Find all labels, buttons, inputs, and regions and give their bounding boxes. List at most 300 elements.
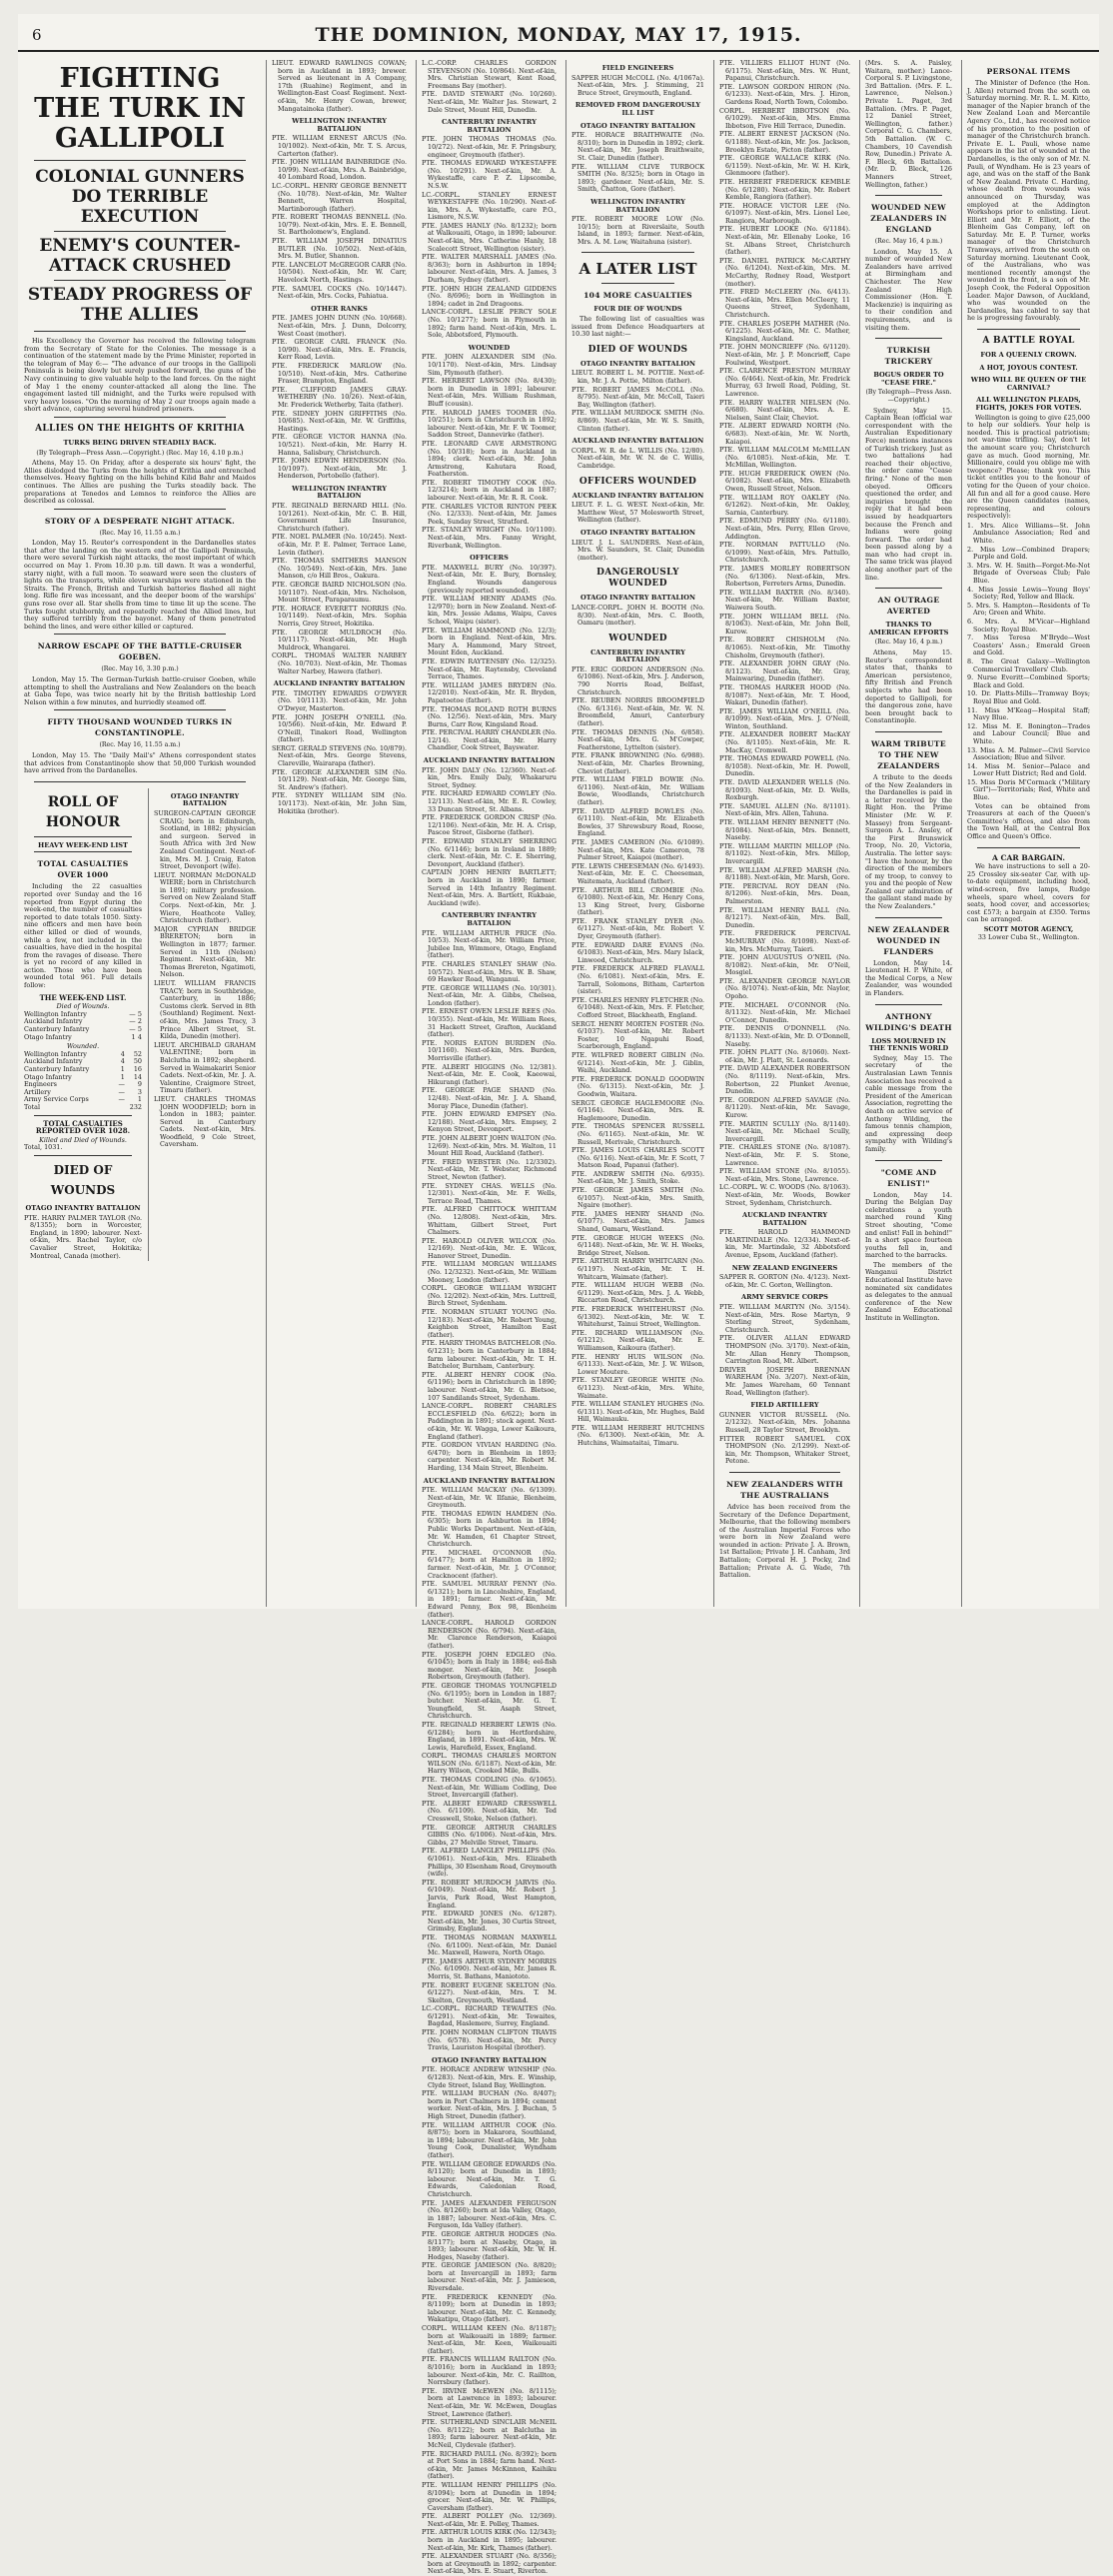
- car-ad-text: We have instructions to sell a 20-25 Crossley six-seater Car, with up-to-date equipment, including hood, wind-screen, five lamps, Rudge wheels, spare wheel, covers for seats, hood cover, and accessories; cost £573; a bargain at £350. Terms can be arranged.: [967, 862, 1090, 924]
- casualty-entry: PTE. REGINALD HERBERT LEWIS (No. 6/1284); born in Hertfordshire, England, in 1891. Next-of-kin, Mrs. W. Lewis, Harefield, Essex, England.: [422, 1720, 556, 1752]
- grand-total-sub: Killed and Died of Wounds.: [39, 1135, 127, 1144]
- casualty-entry: PTE. FREDERICK MARLOW (No. 10/510). Next-of-kin, Mrs. Catherine Fraser, Brampton, England.: [272, 361, 407, 386]
- casualty-entry: PTE. WILLIAM ARTHUR PRICE (No. 10/53). Next-of-kin, Mr. William Price, Jubilee Inn, Wimmore, Otago, England (father).: [422, 928, 556, 960]
- casualty-entry: PTE. SUTHERLAND SINCLAIR McNEIL (No. 8/1122); born at Balclutha in 1893; farm labourer. Next-of-kin, Mr. McNeil, Clydevale (father).: [422, 2418, 556, 2449]
- casualty-entry: PTE. ALEXANDER ROBERT MacKAY (No. 8/1105). Next-of-kin, Mr. R. MacKay, Cromwell.: [719, 730, 850, 754]
- lead-paragraph: His Excellency the Governor has received the following telegram from the Secretary of State for the Colonies. The message is a continuation of the statement made by the Prime Minister, reported in the telegram of May 6:— "The advance of our troops in the Gallipoli Peninsula is being slowly but surely pushed forward, the guns of the Navy continuing to give valuable help to the land forces. On the night of May 1 the enemy counter-attacked all along the line. The engagement lasted till midnight, and the Turks were repulsed with very heavy losses. "On the morning of May 2 our troops again made a short advance, capturing several hundred prisoners.: [24, 337, 256, 414]
- dateline: (Rec. May 16, 4 p.m.): [874, 639, 943, 646]
- casualty-entry: PTE. WILLIAM JOSEPH DINATIUS BUTLER (No. 10/502). Next-of-kin, Mrs. M. Butler, Shannon.: [272, 237, 407, 261]
- casualty-entry: PTE. LANCELOT McGREGOR CARR (No. 10/504). Next-of-kin, Mr. W. Carr, Havelock North, Hastings.: [272, 260, 407, 285]
- casualty-entry: PTE. JOHN EDWIN HENDERSON (No. 10/1097). Next-of-kin, Mr. J. Henderson, Portobello (father).: [272, 457, 407, 481]
- casualty-entry: PTE. FRED WEBSTER (No. 12/3302). Next-of-kin, Mr. T. Webster, Richmond Street, Newton (father).: [422, 1157, 556, 1181]
- table-unit-cell: Canterbury Infantry: [24, 1025, 90, 1034]
- casualty-entry: PTE. HERBERT FREDERICK KEMBLE (No. 6/1280). Next-of-kin, Mr. Robert Kemble, Rangiora (father).: [719, 177, 850, 202]
- casualty-entry: PTE. SAMUEL ALLEN (No. 8/1101). Next-of-kin, Mrs. Allen, Tahuna.: [719, 801, 850, 818]
- casualty-entry: PTE. WILLIAM MARTIN MILLOP (No. 8/1102). Next-of-kin, Mrs. Millop, Invercargill.: [719, 841, 850, 865]
- casualty-entry: PTE. JOHN ALEXANDER SIM (No. 10/1170). Next-of-kin, Mrs. Lindsay Sim, Plymouth (father).: [422, 353, 556, 377]
- casualty-entry: PTE. THOMAS EDWARD WYKESTAFFE (No. 10/291). Next-of-kin, Mr. A. Wykestaffe, care P. Z. Lipscombe, N.S.W.: [422, 159, 556, 190]
- casualty-entry: PTE. ALBERT HENRY COOK (No. 6/1196); born in Christchurch in 1890; labourer. Next-of-kin, Mr. G. Bletsoe, 107 Sandilands Street, Sydenham.: [422, 1370, 556, 1402]
- casualty-entry: PTE. ROBERT EUGENE SKELTON (No. 6/1227). Next-of-kin, Mrs. T. M. Skelton, Greymouth, Westland.: [422, 1980, 556, 2004]
- casualty-entry: PTE. VILLIERS ELLIOT HUNT (No. 6/1175). Next-of-kin, Mrs. W. Hunt, Papanui, Christchurch.: [719, 59, 850, 83]
- casualty-entry: LC.-CORPL. HENRY GEORGE BENNETT (No. 10/78). Next-of-kin, Mr. Walter Bennett, Warren Hospital, Martinborough (father).: [272, 181, 407, 213]
- headline-deck-1: COLONIAL GUNNERS DO TERRIBLE EXECUTION: [35, 167, 245, 227]
- casualty-entry: PTE. WILLIAM HENRY BALL (No. 8/1217). Next-of-kin, Mrs. Ball, Dunedin.: [719, 905, 850, 929]
- car-ad-firm: SCOTT MOTOR AGENCY,: [983, 924, 1074, 933]
- battle-royal-sub: FOR A QUEENLY CROWN.: [980, 351, 1077, 359]
- casualty-entry: PTE. HAROLD OLIVER WILCOX (No. 12/169). Next-of-kin, Mr. E. Wilcox, Hanover Street, Dunedin.: [422, 1236, 556, 1260]
- casualty-entry: PTE. WILLIAM HERBERT HUTCHINS (No. 6/1300). Next-of-kin, Mr. A. Hutchins, Waimataitai, Timaru.: [571, 1423, 704, 1448]
- roll-of-honour-title: ROLL OF HONOUR: [45, 793, 121, 830]
- table-officers-cell: 1: [120, 1065, 125, 1073]
- casualty-entry: PTE. THOMAS DENNIS (No. 6/858). Next-of-kin, Mrs. G. M'Cowper, Featherstone, Lyttelton (sister).: [571, 727, 704, 751]
- casualty-entry: PTE. HENRY HUIS WILSON (No. 6/1133). Next-of-kin, Mr. J. W. Wilson, Lower Moutere.: [571, 1352, 704, 1376]
- casualty-entry: PTE. STANLEY GEORGE WHITE (No. 6/1123). Next-of-kin, Mrs. White, Waimate.: [571, 1376, 704, 1400]
- casualty-entry: PTE. LAWSON GORDON HIRON (No. 6/1233). Next-of-kin, Mrs. J. Hiron, Gardens Road, North Town, Colombo.: [719, 82, 850, 106]
- casualty-entry: PTE. GEORGE WILLIAMS (No. 10/301). Next-of-kin, Mr. A. Gibbs, Chelsea, London (father).: [422, 983, 556, 1007]
- casualty-entry: PTE. WILLIAM HENRY ADAMS (No. 12/970); born in New Zealand. Next-of-kin, Mrs. Jessie Adams, Waipu, Caves School, Waipu (sister).: [422, 595, 556, 626]
- casualty-entry: PTE. THOMAS ROLAND ROTH BURNS (No. 12/56). Next-of-kin, Mrs. Mary Burns, Carr Row, Kingsland Road.: [422, 704, 556, 728]
- queen-candidate: 10. Dr. Platts-Mills—Tramway Boys; Royal Blue and Gold.: [967, 689, 1090, 705]
- casualty-entry: PTE. WILLIAM HENRY BENNETT (No. 8/1084). Next-of-kin, Mrs. Bennett, Naseby.: [719, 818, 850, 842]
- unit-heading: OTAGO INFANTRY BATTALION: [170, 791, 240, 808]
- newspaper-title: THE DOMINION, MONDAY, MAY 17, 1915.: [315, 24, 802, 46]
- wounded-in-england-title: WOUNDED NEW ZEALANDERS IN ENGLAND: [870, 203, 947, 235]
- roll-subhead: HEAVY WEEK-END LIST: [38, 840, 128, 849]
- casualty-entry: CAPTAIN JOHN HENRY BARTLETT; born in Auckland in 1890; farmer. Served in 14th Infantry Regiment. Next-of-kin, Mrs. A. Bartlett, Rukbaie, Auckland (wife).: [422, 868, 556, 907]
- later-list-sub2: FOUR DIE OF WOUNDS: [593, 305, 682, 314]
- queen-candidate: 8. The Great Galaxy—Wellington Commercial Travellers' Club.: [967, 656, 1090, 673]
- casualty-entry: PTE. HARRY THOMAS BATCHELOR (No. 6/1231); born in Canterbury in 1884; farm labourer. Next-of-kin, Mr. T. H. Batchelor, Burnham, Canterbury.: [422, 1339, 556, 1371]
- unit-heading: OTAGO INFANTRY BATTALION: [25, 1203, 141, 1212]
- casualty-entry: PTE. HUBERT LOOKE (No. 6/1184). Next-of-kin, Mr. Ellenaby Looke, 16 St. Albans Street, Christchurch (father).: [719, 225, 850, 257]
- casualty-entry: PTE. WILFRED ROBERT GIBLIN (No. 6/1214). Next-of-kin, Mr. J. Giblin, Waihi, Auckland.: [571, 1050, 704, 1075]
- casualty-entry: LIEUT. WILLIAM FRANCIS TRACY; born in Southbridge, Canterbury, in 1886; Customs clerk. Served in 8th (Southland) Regiment. Next-of-kin, Mrs. James Tracy, 3 Prince Albert Street, St. Kilda, Dunedin (mother).: [154, 979, 256, 1041]
- casualty-entry: LANCE-CORPL. LESLIE PERCY SOLE (No. 10/1277); born in Plymouth in 1892; farm hand. Next-of-kin, Mrs. L. Sole, Abbotsford, Plymouth.: [422, 308, 556, 340]
- queen-candidate: 2. Miss Low—Combined Drapers; Purple and Gold.: [967, 545, 1090, 562]
- casualty-entry: PTE. GEORGE ARTHUR HODGES (No. 8/1177); born at Naseby, Otago, in 1893; labourer. Next-of-kin, Mr. W. H. Hodges, Naseby (father).: [422, 2229, 556, 2261]
- casualty-entry: L.C.-CORP. CHARLES GORDON STEVENSON (No. 10/864). Next-of-kin, Mrs. Christian Stewart, Kent Road, Freemans Bay (mother).: [422, 59, 556, 90]
- casualty-entry: PTE. OLIVER ALLAN EDWARD THOMPSON (No. 3/170). Next-of-kin, Mr. Allan Henry Thompson, Carrington Road, Mt. Albert.: [719, 1334, 850, 1366]
- column-news-briefs: [859, 60, 957, 1607]
- casualty-entry: PTE. NORMAN STUART YOUNG (No. 12/183). Next-of-kin, Mr. Robert Young, Keighbon Street, Hamilton East (father).: [422, 1308, 556, 1339]
- table-unit-cell: Auckland Infantry: [24, 1017, 83, 1026]
- casualty-entry: PTE. WILLIAM JAMES BRYDEN (No. 12/2010). Next-of-kin, Mr. R. Bryden, Papatoetoe (father).: [422, 680, 556, 704]
- died-table: [24, 1011, 142, 1041]
- unit-heading: AUCKLAND INFANTRY BATTALION: [273, 679, 406, 688]
- queen-candidate: 5. Mrs. S. Hampton—Residents of Te Aro; Green and White.: [967, 601, 1090, 618]
- casualty-entry: SAPPER R. GORTON (No. 4/123). Next-of-kin, Mr. C. Gorton, Wellington.: [719, 1273, 850, 1289]
- casualty-entry: PTE. ROBERT MOORE LOW (No. 10/15); born at Riverslaite, South Island, in 1893; farmer. Next-of-kin, Mrs. A. M. Low, Waitahuna (sister).: [571, 215, 704, 246]
- queen-candidate: 12. Miss M. E. Bonington—Trades and Labour Council; Blue and White.: [967, 721, 1090, 745]
- casualty-entry: GUNNER VICTOR RUSSELL (No. 2/1232). Next-of-kin, Mrs. Johanna Russell, 28 Taylor Street, Brooklyn.: [719, 1410, 850, 1434]
- casualty-entry: PTE. GEORGE THOMAS YOUNGFIELD (No. 6/1195); born in London in 1887; butcher. Next-of-kin, Mr. G. T. Youngfield, St. Asaph Street, Christchurch.: [422, 1681, 556, 1721]
- dateline: (Rec. May 16, 3.30 p.m.): [101, 665, 179, 673]
- casualty-entry: PTE. WILLIAM STANLEY HUGHES (No. 6/1311). Next-of-kin, Mr. Hughes, Bald Hill, Waimauku.: [571, 1400, 704, 1424]
- dateline: (Rec. May 16, 4 p.m.): [874, 238, 943, 246]
- casualty-entry: CORPL. THOMAS WALTER NARBEY (No. 10/703). Next-of-kin, Mr. Thomas Walter Narbey, Hawera (father).: [272, 651, 407, 675]
- roll-continuation: [148, 788, 256, 1261]
- headline-deck-2: ENEMY'S COUNTER-ATTACK CRUSHED: [39, 236, 241, 276]
- subhead-krithia: ALLIES ON THE HEIGHTS OF KRITHIA: [35, 423, 245, 434]
- casualty-entry: PTE. DENNIS O'DONNELL (No. 8/1133). Next-of-kin, Mr. D. O'Donnell, Naseby.: [719, 1024, 850, 1048]
- casualty-table-row: [24, 1096, 142, 1104]
- casualty-entry: LIEUT. J. L. SAUNDERS. Next-of-kin, Mrs. W. Saunders, St. Clair, Dunedin (mother).: [571, 538, 704, 562]
- casualty-entry: PTE. RICHARD WILLIAMSON (No. 6/1212). Next-of-kin, Mr. E. Williamson, Kaikoura (father).: [571, 1328, 704, 1352]
- dateline: (Rec. May 16, 11.55 a.m.): [99, 741, 181, 749]
- table-officers-cell: —: [118, 1095, 125, 1104]
- table-unit-cell: Auckland Infantry: [24, 1057, 83, 1066]
- dateline: (Rec. May 16, 11.55 a.m.): [99, 529, 181, 537]
- outrage-averted-title: AN OUTRAGE AVERTED: [877, 596, 940, 617]
- casualty-entry: PTE. JAMES MORLEY ROBERTSON (No. 6/1306). Next-of-kin, Mrs. Robertson, Ferreters Arms, Dunedin.: [719, 565, 850, 589]
- casualty-entry: PTE. GEORGE JAMES SMITH (No. 6/1057). Next-of-kin, Mrs. Smith, Ngaire (mother).: [571, 1186, 704, 1210]
- casualty-entry: PTE. CHARLES HENRY FLETCHER (No. 6/1048). Next-of-kin, Mrs. F. Fletcher, Cofford Street, Blackheath, England.: [571, 995, 704, 1019]
- queen-candidate: 6. Mrs. A. M'Vicar—Highland Society; Royal Blue.: [967, 618, 1090, 634]
- unit-heading: AUCKLAND INFANTRY BATTALION: [571, 491, 704, 500]
- car-ad-address: 33 Lower Cuba St., Wellington.: [977, 932, 1080, 941]
- casualty-entry: PTE. WALTER MARSHALL JAMES (No. 8/363); born in Ashburton in 1894; labourer. Next-of-kin, Mrs. A. James, 3 Durham, Sydney (father).: [422, 253, 556, 285]
- casualty-entry: PTE. FREDERICK KENNEDY (No. 8/1109); born at Dunedin in 1893; labourer. Next-of-kin, Mr. C. Kennedy, Wakatipu, Otago (father).: [422, 2292, 556, 2324]
- unit-heading: OFFICERS: [470, 554, 509, 563]
- unit-heading: OTAGO INFANTRY BATTALION: [580, 528, 695, 537]
- article-paragraph: Athens, May 15. On Friday, after a desperate six hours' fight, the Allies dislodged the Turks from the heights of Krithia and entrenched themselves. Heavy fighting on the hills behind Kilid Bahr and Maidos continues. The Allies are pushing the Turks steadily back. The preparations at Tenedos and Lemnos to reinforce the Allies are described as colossal.: [24, 459, 256, 506]
- unit-heading: OTHER RANKS: [311, 304, 368, 313]
- casualty-entry: PTE. ROBERT TIMOTHY COOK (No. 12/3214); born in Auckland in 1887; labourer. Next-of-kin, Mr. R. R. Cook.: [422, 478, 556, 503]
- dangerously-wounded-heading: DANGEROUSLY WOUNDED: [596, 568, 679, 590]
- table-men-cell: 5: [137, 1025, 142, 1034]
- casualty-entry: PTE. JAMES ARTHUR SYDNEY MORRIS (No. 6/1090). Next-of-kin, Mr. James R. Morris, St. Bathans, Maniototo.: [422, 1956, 556, 1980]
- casualty-entry: PTE. EDMUND PERRY (No. 6/1180). Next-of-kin, Mrs. Perry, Ellen Grove, Addington.: [719, 517, 850, 541]
- article-paragraph: London, May 15. Reuter's correspondent in the Dardanelles states that after the landing on the western end of the Gallipoli Peninsula, there were several Turkish night attacks, the most important of which occurred on May 1. From 10.30 p.m. till dawn. It was a wonderful, starry night, with a full moon. To seaward were seen the clusters of lights on the transports, while eleven warships were stationed in the Straits. The French, British and Turkish batteries flashed all night long. Rifle fire was incessant, and the deeper boom of the warships' guns rose over all. Star shells from time to time lit up the scene. The Turks fought stubbornly, and repeatedly reached the Allied lines, but they suffered terribly from the bayonet. Many of them penetrated behind the lines, and were either killed or captured.: [24, 539, 256, 631]
- casualty-entry: PTE. MICHAEL O'CONNOR (No. 8/1132). Next-of-kin, Mr. Michael O'Connor, Dunedin.: [719, 1000, 850, 1024]
- table-officers-cell: —: [129, 1017, 136, 1026]
- subhead-wounded-turks: FIFTY THOUSAND WOUNDED TURKS IN CONSTANTINOPLE.: [47, 717, 233, 738]
- casualty-entry: CORPL. HERBERT IBBOTSON (No. 6/1029). Next-of-kin, Mrs. Emma Ibbotson, Five Hill Terrace, Dunedin.: [719, 106, 850, 130]
- casualty-entry: PTE. JOHN WILLIAM BAINBRIDGE (No. 10/99). Next-of-kin, Mrs. A. Bainbridge, 40 Lombard Road, London.: [272, 158, 407, 182]
- casualty-entry: PTE. THOMAS SMITHERS MANSON (No. 10/549). Next-of-kin, Mrs. Jane Manson, c/o Hill Bros., Oakura.: [272, 557, 407, 581]
- casualty-entry: PTE. JAMES LOUIS CHARLES SCOTT (No. 6/116). Next-of-kin, Mr. F. Scott, 7 Matson Road, Papanui (father).: [571, 1146, 704, 1170]
- casualty-entry: PTE. JOHN MONCRIEFF (No. 6/1120). Next-of-kin, Mr. J. P. Moncrieff, Cape Foulwind, Westport.: [719, 343, 850, 367]
- unit-heading: NEW ZEALAND ENGINEERS: [731, 1263, 838, 1272]
- battle-royal-sub: WHO WILL BE QUEEN OF THE CARNIVAL?: [970, 376, 1087, 392]
- casualty-entry: LIEUT. ROBERT L. M. POTTIE. Next-of-kin, Mr. J. A. Pottie, Milton (father).: [571, 369, 704, 386]
- table-unit-cell: Wellington Infantry: [24, 1009, 87, 1018]
- casualty-entry: PTE. JOHN NORMAN CLIFTON TRAVIS (No. 6/578). Next-of-kin, Mr. Percy Travis, Lauriston Hospital (brother).: [422, 2028, 556, 2052]
- table-officers-cell: 4: [120, 1057, 125, 1066]
- casualty-entry: PTE. ROBERT THOMAS BENNELL (No. 10/79). Next-of-kin, Mrs. E. E. Bennell, St. Bartholomew's, England.: [272, 213, 407, 237]
- casualty-entry: PTE. WILLIAM MACKAY (No. 6/1309). Next-of-kin, Mr. W. Ilfanie, Blenheim, Greymouth.: [422, 1486, 556, 1510]
- wounded-label: Wounded.: [66, 1042, 100, 1051]
- roll-total-casualties: TOTAL CASUALTIES OVER 1000: [37, 859, 129, 880]
- casualty-entry: CORPL. W. R. de L. WILLIS (No. 12/80). Next-of-kin, Mr. W. N. de C. Willis, Cambridge.: [571, 446, 704, 470]
- table-men-cell: 1: [137, 1095, 142, 1104]
- casualty-entry: PTE. ROBERT JAMES McCOLL (No. 8/795). Next-of-kin, Mr. McColl, Taieri Bay, Wellington (father).: [571, 385, 704, 409]
- casualty-entry: PTE. HAROLD HAMMOND MARTINDALE (No. 12/334). Next-of-kin, Mr. Martindale, 32 Abbotsford Avenue, Epsom, Auckland (father).: [719, 1228, 850, 1260]
- casualty-entry: PTE. RICHARD PAULL (No. 8/392); born at Port Sons in 1884; farm hand. Next-of-kin, Mr. James McKinnon, Kaihiku (father).: [422, 2449, 556, 2481]
- article-paragraph: The members of the Wanganui District Educational Institute have nominated six candidates as delegates to the annual conference of the New Zealand Educational Institute in Wellington.: [865, 1260, 952, 1323]
- casualty-entry: PTE. MARTIN SCULLY (No. 8/1140). Next-of-kin, Mr. Michael Scully, Invercargill.: [719, 1119, 850, 1143]
- wounded-heading: WOUNDED: [608, 633, 667, 644]
- casualty-entry: PTE. MAXWELL BURY (No. 10/397). Next-of-kin, Mr. E. Bury, Bornsley, England. Wounds dangerous (previously reported wounded).: [422, 563, 556, 595]
- unit-heading: AUCKLAND INFANTRY BATTALION: [571, 437, 704, 446]
- casualty-entry: MAJOR CYPRIAN BRIDGE BRERETON; born in Wellington in 1877; farmer. Served in 11th (Nelson) Regiment. Next-of-kin, Mr. Thomas Brereton, Ngatimoti, Nelson.: [154, 924, 256, 979]
- casualty-entry: PTE. FREDERICK PERCIVAL McMURRAY (No. 8/1098). Next-of-kin, Mrs. McMurray, Taieri.: [719, 929, 850, 953]
- casualty-entry: PTE. THOMAS EDWARD POWELL (No. 8/1058). Next-of-kin, Mr. H. Powell, Dunedin.: [719, 754, 850, 778]
- casualty-entry: PTE. FREDERICK DONALD GOODWIN (No. 6/1315). Next-of-kin, Mr. J. Goodwin, Waitara.: [571, 1074, 704, 1098]
- article-paragraph: The Minister of Defence (the Hon. J. Allen) returned from the south on Saturday morning. Mr. R. L. M. Kitto, manager of the Napier branch of the New Zealand Loan and Mercantile Agency Co., Ltd., has received notice of his promotion to the position of manager of the Christchurch branch. Private E. L. Pauli, whose name appears in the list of wounded at the Dardanelles, is the only son of Mr. N. Pauli, of Wyndham. He is 23 years of age, and was on the staff of the Bank of New Zealand. Private C. Harding, whose death from wounds was announced on Thursday, was employed at the Addington Workshops prior to enlisting. Lieut. Elliott and Mr. F. Elliott, of the Blenheim Gas Company, left on Saturday. Mr. E. P. Turner, works manager of the Christchurch Tramways, arrived from the south on Saturday morning. Lieutenant Cook, of the Australians, who was mentioned recently amongst the wounded in the front, is a son of Mr. Joseph Cook, the Federal Opposition Leader. Major Dawson, of Auckland, who was wounded on the Dardanelles, has cabled to say that he is progressing favourably.: [967, 79, 1090, 323]
- casualty-entry: PTE. ERIC GORDON ANDERSON (No. 6/1086). Next-of-kin, Mrs. J. Anderson, 790 Norris Road, Belfast, Christchurch.: [571, 664, 704, 696]
- casualty-entry: PTE. EDWARD JONES (No. 6/1287). Next-of-kin, Mr. Jones, 30 Curtis Street, Grimsby, England.: [422, 1910, 556, 1933]
- casualty-entry: PTE. FREDERICK GORDON CRISP (No. 12/1106). Next-of-kin, Mr. H. A. Crisp, Pascoe Street, Gisborne (father).: [422, 813, 556, 837]
- article-paragraph: Athens, May 15. Reuter's correspondent states that, thanks to American persistence, fifty British and French subjects who had been deported to Gallipoli, for the dangerous zone, have been brought back to Constantinople.: [865, 648, 952, 725]
- casualty-entry: PTE. CHARLES STONE (No. 8/1087). Next-of-kin, Mr. F. S. Stone, Lawrence.: [719, 1143, 850, 1167]
- casualty-entry: PTE. TIMOTHY EDWARDS O'DWYER (No. 10/1113). Next-of-kin, Mr. John O'Dwyer, Masterton.: [272, 688, 407, 712]
- officers-wounded-heading: OFFICERS WOUNDED: [578, 476, 697, 487]
- casualty-entry: PTE. ALBERT EDWARD NORTH (No. 6/683). Next-of-kin, Mr. W. North, Kaiapoi.: [719, 422, 850, 446]
- casualty-entry: PTE. DAVID ALEXANDER ROBERTSON (No. 8/1119). Next-of-kin, Mrs. Robertson, 22 Plunket Avenue, Dunedin.: [719, 1064, 850, 1096]
- casualty-entry: PTE. WILLIAM ROY OAKLEY (No. 6/1262). Next-of-kin, Mr. Oakley, Sarnia, Canterbury.: [719, 493, 850, 517]
- subhead: THANKS TO AMERICAN EFFORTS: [868, 621, 949, 637]
- table-unit-cell: Engineers: [24, 1080, 57, 1089]
- casualty-entry: PTE. ARTHUR LOUIS KIRK (No. 12/343); born in Auckland in 1895; labourer. Next-of-kin, Mr. Kirk, Thames (father).: [422, 2528, 556, 2552]
- casualty-entry: DRIVER JOSEPH BRENNAN WAREHAM (No. 3/207). Next-of-kin, Mr. James Wareham, 60 Tennant Road, Wellington (father).: [719, 1365, 850, 1397]
- casualty-entry: PTE. ROBERT CHISHOLM (No. 8/1065). Next-of-kin, Mr. Timothy Chisholm, Greymouth (father).: [719, 636, 850, 659]
- casualty-entry: PTE. REUBEN NORRIS BROOMFIELD (No. 6/1316). Next-of-kin, Mr. W. N. Broomfield, Amuri, Canterbury (father).: [571, 696, 704, 728]
- unit-heading: CANTERBURY INFANTRY BATTALION: [442, 118, 537, 134]
- casualty-entry: PTE. CLARENCE PRESTON MURRAY (No. 6/464). Next-of-kin, Mr. Fredrick Murray, 63 Irwell Road, Pelding, St. Lawrence.: [719, 367, 850, 398]
- grand-total-title: TOTAL CASUALTIES REPORTED OVER 1028.: [35, 1118, 131, 1136]
- unit-heading: WELLINGTON INFANTRY BATTALION: [292, 484, 387, 501]
- table-officers-cell: —: [118, 1080, 125, 1089]
- subhead: LOSS MOURNED IN THE TENNIS WORLD: [868, 1036, 949, 1053]
- table-men-cell: 16: [133, 1065, 142, 1073]
- unit-heading: AUCKLAND INFANTRY BATTALION: [423, 756, 556, 765]
- article-paragraph: London, May 15. The "Daily Mail's" Athens correspondent states that advices from Constantinople show that 50,000 Turkish wounded have arrived from the Dardanelles.: [24, 750, 256, 775]
- casualty-entry: LIEUT. EDWARD RAWLINGS COWAN; born in Auckland in 1893; brewer. Served as lieutenant in A Company, 17th (Ruahine) Regiment, and in Wellington-East Coast Regiment. Next-of-kin, Mr. Henry Cowan, brewer, Mangatainoka (father).: [272, 59, 407, 113]
- article-paragraph: Advice has been received from the Secretary of the Defence Department, Melbourne, that the following members of the Australian Imperial Forces who were born in New Zealand were wounded in action: Private J. A. Brown, 1st Battalion; Private J. H. Canham, 3rd Battalion; Corporal H. J. Pocky, 2nd Battalion; Private A. G. Wade, 7th Battalion.: [719, 1502, 850, 1580]
- weekend-list-title: THE WEEK-END LIST.: [39, 992, 127, 1002]
- casualty-entry: PTE. HUGH FREDERICK OWEN (No. 6/1082). Next-of-kin, Mrs. Elizabeth Owen, Russell Street, Nelson.: [719, 469, 850, 494]
- casualty-entry: LIEUT. NORMAN McDONALD WIERE; born in Christchurch in 1891; military profession. Served on New Zealand Staff Corps. Next-of-kin, Mr. J. Wiere, Heathcote Valley, Christchurch (father).: [154, 870, 256, 925]
- casualty-entry: PTE. FRED McCLEERY (No. 6/413). Next-of-kin, Mrs. Ellen McCleery, 11 Queens Street, Sydenham, Christchurch.: [719, 288, 850, 319]
- article-paragraph: London, May 14. During the Belgian Day celebrations a youth marched round King Street shouting, "Come and enlist! Fall in behind!" In a short space fourteen youths fell in, and marched to the barracks.: [865, 1190, 952, 1260]
- queen-candidate: 13. Miss A. M. Palmer—Civil Service Association; Blue and Silver.: [967, 745, 1090, 762]
- unit-heading: WELLINGTON INFANTRY BATTALION: [590, 197, 685, 214]
- casualty-entry: PTE. MICHAEL O'CONNOR (No. 6/1477); born at Hamilton in 1892; farmer. Next-of-kin, Mr. J. O'Connor, Cracknocent (father).: [422, 1548, 556, 1580]
- casualty-entry: PTE. JOHN THOMAS THOMAS (No. 10/272). Next-of-kin, Mr. F. Pringsbury, engineer, Greymouth (father).: [422, 135, 556, 159]
- table-men-cell: 9: [137, 1080, 142, 1089]
- casualty-entry: PTE. LEONARD CAVE ARMSTRONG (No. 10/318); born in Auckland in 1894; clerk. Next-of-kin, Mr. John Armstrong, Kahutara Road, Featherston.: [422, 439, 556, 479]
- casualty-entry: PTE. THOMAS SPENCER RUSSELL (No. 6/1165). Next-of-kin, Mr. W. Russell, Merivale, Christchurch.: [571, 1122, 704, 1146]
- died-label: Died of Wounds.: [56, 1002, 110, 1011]
- casualty-entry: PTE. SAMUEL COCKS (No. 10/1447). Next-of-kin, Mrs. Cocks, Pahiatua.: [272, 284, 407, 301]
- casualty-entry: LIEUT. CHARLES THOMAS JOHN WOODFIELD; born in London in 1883; painter. Served in Canterbury Cadets. Next-of-kin, Mrs. Woodfield, 9 Cole Street, Caversham.: [154, 1094, 256, 1149]
- subhead-turks-driven: TURKS BEING DRIVEN STEADILY BACK.: [63, 438, 217, 447]
- car-bargain-title: A CAR BARGAIN.: [991, 852, 1066, 862]
- article-paragraph: Sydney, May 15. Captain Bean (official war correspondent with the Australian Expeditionary Force) mentions instances of Turkish trickery. Just as two battalions had reached their objective, the order came "Cease firing." None of the men obeyed. Officers questioned the order, and inquiries brought the reply that it had been issued by headquarters because the French and Indians were going forward. The order had been passed along by a man who had crept in. The same trick was played along another part of the line.: [865, 406, 952, 582]
- casualty-entry: PTE. PERCIVAL ROY DEAN (No. 8/1206). Next-of-kin, Mrs. Dean, Palmerston.: [719, 881, 850, 905]
- table-men-cell: 3: [137, 1087, 142, 1096]
- casualty-entry: PTE. JOHN PLATT (No. 8/1060). Next-of-kin, Mr. J. Platt, St. Leonards.: [719, 1048, 850, 1064]
- column-casualties-2: [266, 60, 412, 1607]
- casualty-entry: PTE. WILLIAM ARTHUR COOK (No. 8/875); born in Makarora, Southland, in 1894; labourer. Next-of-kin, Mr. John Young Cook, Dunalister, Wyndham (father).: [422, 2120, 556, 2159]
- roll-intro: Including the 22 casualties reported over Sunday and the 16 reported from Egypt during the week-end, the number of casualties reported to date totals 1050. Sixty-nine officers and men have been either killed or died of wounds, while a few, not included in the casualties, have died in the hospital from the ravages of disease. There is yet no record of any killed in action. Those who have been wounded total 961. Full details follow:: [24, 882, 142, 990]
- casualty-entry: PTE. SIDNEY JOHN GRIFFITHS (No. 10/685). Next-of-kin, Mr. W. Griffiths, Hastings.: [272, 409, 407, 433]
- unit-heading: OTAGO INFANTRY BATTALION: [432, 2055, 547, 2064]
- casualty-entry: PTE. SAMUEL MURRAY PENNY (No. 6/1321); born in Lincolnshire, England, in 1891; farmer. Next-of-kin, Mr. Edward Penny, Box 98, Blenheim (father).: [422, 1580, 556, 1619]
- wilding-death-title: ANTHONY WILDING'S DEATH: [865, 1011, 952, 1032]
- casualty-entry: CORPL. GEORGE WILLIAM WRIGHT (No. 12/202). Next-of-kin, Mrs. Luttrell, Birch Street, Sydenham.: [422, 1284, 556, 1308]
- battle-royal-sub: A HOT, JOYOUS CONTEST.: [979, 363, 1078, 372]
- casualty-entry: PTE. ALEXANDER GEORGE NAYLOR (No. 8/1074). Next-of-kin, Mr. Naylor, Opoho.: [719, 976, 850, 1001]
- subhead: BOGUS ORDER TO "CEASE FIRE.": [873, 371, 944, 387]
- casualty-entry: LIEUT. F. L. G. WEST. Next-of-kin, Mr. Matthew West, 57 Molesworth Street, Wellington (father).: [571, 501, 704, 525]
- casualty-entry: PTE. HARRY WALTER NIELSEN (No. 6/680). Next-of-kin, Mrs. A. E. Nielsen, Saint Clair, Cheviot.: [719, 398, 850, 422]
- battle-royal-title: A BATTLE ROYAL: [982, 336, 1075, 346]
- table-officers-cell: 4: [120, 1049, 125, 1058]
- casualty-entry: PTE. JAMES CAMERON (No. 6/1089). Next-of-kin, Mrs. Kate Cameron, 78 Pulmer Street, Kaiapoi (mother).: [571, 837, 704, 862]
- table-officers-cell: —: [118, 1087, 125, 1096]
- unit-heading: CANTERBURY INFANTRY BATTALION: [442, 911, 537, 927]
- casualty-entry: PTE. WILLIAM MURDOCK SMITH (No. 8/869). Next-of-kin, Mr. W. S. Smith, Clinton (father).: [571, 409, 704, 433]
- casualty-entry: LC.-CORPL. STANLEY ERNEST WEYKESTAFFE (No. 10/290). Next-of-kin, Mrs. A. Wykestaffe, care P.O., Lismore, N.S.W.: [422, 190, 556, 222]
- personal-items-title: PERSONAL ITEMS: [986, 67, 1071, 76]
- casualty-entry: PTE. EDWARD STANLEY SHERRING (No. 6/1146); born in Ireland in 1889; clerk. Next-of-kin, Mr. C. E. Sherring, Devonport, Auckland (father).: [422, 837, 556, 868]
- casualty-entry: PTE. WILLIAM MORGAN WILLIAMS (No. 12/3232). Next-of-kin, Mr. William Mooney, London (father).: [422, 1260, 556, 1284]
- nz-wounded-flanders-title: NEW ZEALANDER WOUNDED IN FLANDERS: [867, 924, 950, 956]
- later-list-sub: 104 MORE CASUALTIES: [583, 291, 692, 301]
- casualty-entry: SAPPER HUGH McCOLL (No. 4/1067a). Next-of-kin, Mrs. J. Stimming, 21 Bruce Street, Greymouth, England.: [571, 73, 704, 97]
- casualty-entry: PTE. GEORGE PAGE SHAND (No. 12/48). Next-of-kin, Mr. J. A. Shand, Moray Place, Dunedin (father).: [422, 1086, 556, 1110]
- casualty-entry: PTE. HORACE VICTOR LEE (No. 6/1097). Next-of-kin, Mrs. Lionel Lee, Rangiora, Marborough.: [719, 201, 850, 225]
- casualty-entry: PTE. CHARLES VICTOR RINTON PEEK (No. 12/333). Next-of-kin, Mr. James Peek, Sunday Street, Stratford.: [422, 502, 556, 526]
- page-number: 6: [32, 26, 42, 44]
- headline-deck-3: STEADY PROGRESS OF THE ALLIES: [27, 285, 253, 325]
- casualty-entry: PTE. HERBERT LAWSON (No. 8/430); born in Dunedin in 1891; labourer. Next-of-kin, Mrs. William Rushman, Bluff (cousin).: [422, 377, 556, 408]
- queen-candidate: 9. Nurse Everitt—Combined Sports; Black and Gold.: [967, 673, 1090, 689]
- table-officers-cell: 1: [120, 1072, 125, 1081]
- casualty-entry: PTE. GORDON VIVIAN HARDING (No. 6/470); born in Blenheim in 1893; carpenter. Next-of-kin, Mr. Robert M. Harding, 134 Main Street, Blenheim.: [422, 1441, 556, 1472]
- unit-heading: ARMY SERVICE CORPS: [741, 1293, 828, 1302]
- queen-candidate: 11. Miss M'Keag—Hospital Staff; Navy Blue.: [967, 705, 1090, 722]
- casualty-entry: PTE. REGINALD BERNARD HILL (No. 10/1261). Next-of-kin, Mr. C. B. Hill, Government Life Insurance, Christchurch (father).: [272, 502, 407, 533]
- queen-candidate: 14. Miss M. Senior—Palace and Lower Hutt District; Red and Gold.: [967, 761, 1090, 778]
- casualty-entry: PTE. JOHN AUGUSTUS O'NEIL (No. 8/1082). Next-of-kin, Mr. O'Neil, Mosgiel.: [719, 953, 850, 977]
- casualty-entry: PTE. DAVID ALEXANDER WELLS (No. 8/1093). Next-of-kin, Mr. D. Wells, Roxburgh.: [719, 778, 850, 802]
- casualty-entry: PTE. THOMAS HARKER HOOD (No. 8/1087). Next-of-kin, Mr. T. Hood, Wakari, Dunedin (father).: [719, 682, 850, 707]
- table-men-cell: 14: [133, 1072, 142, 1081]
- table-officers-cell: —: [129, 1025, 136, 1034]
- casualty-entry: LANCE-CORPL. JOHN H. BOOTH (No. 8/30). Next-of-kin, Mrs. C. Booth, Oamaru (mother).: [571, 603, 704, 628]
- casualty-entry: PTE. NORIS EATON BURDEN (No. 10/1160). Next-of-kin, Mrs. Burden, Morrisville (father).: [422, 1038, 556, 1063]
- queen-candidate: 7. Miss Teresa M'Bryde—West Coasters' Assn.; Emerald Green and Gold.: [967, 634, 1090, 657]
- later-list-intro: The following list of casualties was issued from Defence Headquarters at 10.30 last night:—: [571, 315, 704, 339]
- casualty-entry: PTE. GEORGE ARTHUR CHARLES GIBBS (No. 6/1006). Next-of-kin, Mrs. Gibbs, 27 Melville Street, Timaru.: [422, 1823, 556, 1847]
- casualty-entry: PTE. WILLIAM MALCOLM McMILLAN (No. 6/1085). Next-of-kin, Mr. T. McMillan, Wellington.: [719, 446, 850, 470]
- come-and-enlist-title: "COME AND ENLIST!": [880, 1167, 937, 1188]
- casualty-entry: PTE. JAMES JOHN DUNN (No. 10/668). Next-of-kin, Mrs. J. Dunn, Dolcorry, West Coast (mother).: [272, 314, 407, 338]
- article-paragraph: London, May 14. Lieutenant H. P. White, of the Medical Corps, a New Zealander, was wounded in Flanders.: [865, 958, 952, 998]
- casualty-entry: PTE. ALBERT ERNEST JACKSON (No. 6/1188). Next-of-kin, Mr. Jos. Jackson, Brooklyn Estate, Picton (father).: [719, 130, 850, 154]
- casualty-entry: PTE. WILLIAM STONE (No. 8/1055). Next-of-kin, Mrs. Stone, Lawrence.: [719, 1167, 850, 1183]
- casualty-entry: PTE. FREDERICK WHITEHURST (No. 6/1302). Next-of-kin, Mr. W. T. Whitehurst, Tainui Street, Wellington.: [571, 1304, 704, 1329]
- column-casualties-3: [416, 59, 561, 2576]
- dateline: (By Telegraph—Press Assn.—Copyright.) (Rec. May 16, 4.10 p.m.): [36, 449, 244, 457]
- article-paragraph: (Mrs. S. A. Paisley, Waitara, mother.) Lance-Corporal S. P. Livingstone, 3rd Battalion. (Mrs. F. L. Lawrence, Nelson.) Private L. Paget, 3rd Battalion. (Mrs. P. Paget, 12 Daniel Street, Wellington, father.) Corporal C. G. Chambers, 5th Battalion. (W. C. Chambers, 10 Cavendish Row, Dunedin.) Private A. F. Bleck, 6th Battalion. (Mr. D. Bleck, 126 Manners Street, Wellington, father.): [865, 59, 952, 189]
- casualty-entry: PTE. JAMES ALEXANDER FERGUSON (No. 8/1260); born at Ida Valley, Otago, in 1887; labourer. Next-of-kin, Mrs. C. Ferguson, Ida Valley (father).: [422, 2198, 556, 2230]
- casualty-entry: PTE. WILLIAM HENRY PHILLIPS (No. 8/1094); born at Dunedin in 1894; grocer. Next-of-kin, Mr. W. Phillips, Caversham (father).: [422, 2480, 556, 2512]
- casualty-entry: PTE. DAVID ALFRED BOWLES (No. 6/1110). Next-of-kin, Mr. Elizabeth Bowles, 37 Shrewsbury Road, Roose, England.: [571, 806, 704, 838]
- casualty-entry: CORPL. WILLIAM KEEN (No. 8/1187); born at Waikouaiti in 1889; farmer. Next-of-kin, Mr. Keen, Waikouaiti (father).: [422, 2324, 556, 2355]
- article-paragraph: Sydney, May 15. The secretary of the Australasian Lawn Tennis Association has received a cable message from the President of the American Association, regretting the death on active service of Anthony Wilding, the famous tennis champion, and expressing deep sympathy with Wilding's family.: [865, 1053, 952, 1153]
- casualty-entry: PTE. THOMAS NORMAN MAXWELL (No. 6/1100). Next-of-kin, Mr. Daniel Mc. Maxwell, Hawera, North Otago.: [422, 1932, 556, 1957]
- casualty-entry: PTE. GEORGE MULDROCH (No. 10/1117). Next-of-kin, Mr. Hugh Muldrock, Whangarei.: [272, 628, 407, 651]
- casualty-entry: PTE. WILLIAM MARTYN (No. 3/154). Next-of-kin, Mrs. Rose Martyn, 9 Sterling Street, Sydenham, Christchurch.: [719, 1303, 850, 1334]
- casualty-entry: PTE. ALFRED LANGLEY PHILLIPS (No. 6/1061). Next-of-kin, Mrs. Elizabeth Phillips, 30 Elsenham Road, Greymouth (wife).: [422, 1847, 556, 1879]
- table-officers-cell: 1: [131, 1032, 136, 1041]
- table-unit-cell: Otago Infantry: [24, 1032, 72, 1041]
- casualty-entry: LANCE-CORPL. ROBERT CHARLES ECCLESFIELD (No. 6/622); born in Paddington in 1891; stock agent. Next-of-kin, Mr. W. Wagga, Lower Kaikoura, England (father).: [422, 1402, 556, 1441]
- casualty-entry: PTE. LEWIS CHEESEMAN (No. 6/1493). Next-of-kin, Mr. E. C. Cheeseman, Waitemata, Auckland (father).: [571, 861, 704, 885]
- casualty-entry: PTE. ANDREW SMITH (No. 6/935). Next-of-kin, Mr. J. Smith, Stoke.: [571, 1169, 704, 1186]
- casualty-entry: PTE. CLIFFORD JAMES GRAY-WETHERBY (No. 10/26). Next-of-kin, Mr. Frederick Wetherby, Taita (father).: [272, 385, 407, 409]
- table-unit-cell: Army Service Corps: [24, 1095, 89, 1104]
- casualty-entry: PTE. JOHN ALBERT JOHN WALTON (No. 12/69). Next-of-kin, Mrs. M. Walton, 11 Mount Hill Road, Auckland (father).: [422, 1133, 556, 1158]
- casualty-entry: PTE. JOHN EDWARD EMPSEY (No. 12/188). Next-of-kin, Mrs. Empsey, 2 Kenyon Street, Devonport.: [422, 1110, 556, 1134]
- casualty-entry: PTE. GEORGE CARL FRANCK (No. 10/90). Next-of-kin, Mrs. E. Francis, Kerr Road, Levin.: [272, 338, 407, 362]
- battle-royal-sub: ALL WELLINGTON PLEADS, FIGHTS, JOKES FOR VOTES.: [975, 396, 1082, 412]
- casualty-entry: PTE. JAMES HENRY SHAND (No. 6/1077). Next-of-kin, Mrs. James Shand, Oamaru, Westland.: [571, 1209, 704, 1234]
- casualty-entry: CORPL. THOMAS CHARLES MORTON WILSON (No. 6/1187). Next-of-kin, Mr. Harry Wilson, Crooked Mile, Bulls.: [422, 1752, 556, 1776]
- table-men-cell: 5: [137, 1009, 142, 1018]
- casualty-entry: PTE. GEORGE JAMIESON (No. 8/820); born at Invercargill in 1893; farm labourer. Next-of-kin, Mr. J. Jamieson, Riversdale.: [422, 2261, 556, 2293]
- casualty-entry: PTE. STANLEY WRIGHT (No. 10/1100). Next-of-kin, Mrs. Fanny Wright, Riverbank, Wellington.: [422, 526, 556, 550]
- casualty-entry: PTE. JOHN JOSEPH O'NEILL (No. 10/566). Next-of-kin, Mr. Edward P. O'Neill, Tinakori Road, Wellington (father).: [272, 712, 407, 744]
- casualty-entry: PTE. NORMAN PATTULLO (No. 6/1099). Next-of-kin, Mrs. Pattullo, Christchurch.: [719, 541, 850, 565]
- casualty-entry: PTE. THOMAS CODLING (No. 6/1065). Next-of-kin, Mr. William Codling, Dee Street, Invercargill (father).: [422, 1776, 556, 1800]
- article-paragraph: Votes can be obtained from Treasurers at each of the Queen's Committee's offices, and also from the Town Hall, at the Central Box Office and Queen's Office.: [967, 801, 1090, 841]
- table-men-cell: 4: [137, 1032, 142, 1041]
- table-unit-cell: Artillery: [24, 1087, 51, 1096]
- casualty-entry: SERGT. GEORGE HAGLEMOORE (No. 6/1164). Next-of-kin, Mrs. R. Haglemoore, Dunedin.: [571, 1098, 704, 1122]
- nz-with-australians-title: NEW ZEALANDERS WITH THE AUSTRALIANS: [726, 1479, 843, 1500]
- total-value: 232: [129, 1102, 142, 1111]
- article-paragraph: Wellington is going to give £25,000 to help our soldiers. Your help is needed. This is practical patriotism; not war-time trifling. Say, don't let the amount scare you; Christchurch gave as much. Good morning, Mr. Millionaire, could you oblige me with twopence? Please; thank you. This ticket entitles you to the honour of voting for the Queen of your choice. All fun and all for a good cause. Here are the Queen candidates (names, representing, and colours respectively):: [967, 413, 1090, 521]
- casualty-entry: SERGT. GERALD STEVENS (No. 10/879). Next-of-kin, Mrs. George Stevens, Clareville, Wairarapa (father).: [272, 743, 407, 768]
- table-men-cell: 50: [133, 1057, 142, 1066]
- casualty-entry: PTE. SYDNEY CHAS. WELLS (No. 12/301). Next-of-kin, Mr. F. Wells, Terrace Road, Thames.: [422, 1181, 556, 1205]
- casualty-entry: PTE. THOMAS EDWIN HAMDEN (No. 6/305); born in Ashburton in 1894; Public Works Department. Next-of-kin, Mr. W. Hamden, 61 Chapter Street, Christchurch.: [422, 1509, 556, 1549]
- unit-heading: OTAGO INFANTRY BATTALION: [580, 594, 695, 603]
- casualty-entry: PTE. JOHN HIGH ZEALAND GIDDENS (No. 8/696); born in Wellington in 1894; cadet in 2nd Dragoons.: [422, 284, 556, 308]
- casualty-entry: PTE. JOHN WILLIAM BELL (No. 8/1063). Next-of-kin, Mr. John Bell, Kurow.: [719, 612, 850, 636]
- casualty-entry: PTE. ALEXANDER STUART (No. 8/356); born at Greymouth in 1892; carpenter. Next-of-kin, Mrs. E. Stuart, Riverton.: [422, 2552, 556, 2576]
- casualty-entry: PTE. ALBERT POLLEY (No. 12/369). Next-of-kin, Mr. E. Polley, Thames.: [422, 2512, 556, 2528]
- casualty-entry: PTE. HARRY PALMER TAYLOR (No. 8/1355); born in Worcester, England, in 1890; labourer. Next-of-kin, Mrs. Rachel Taylor, c/o Cavalier Street, Hokitika; Montreal, Canada (mother).: [24, 1213, 142, 1260]
- table-unit-cell: Wellington Infantry: [24, 1049, 87, 1058]
- column-casualties-5: [713, 60, 855, 1607]
- queen-candidate: 4. Miss Jessie Lewis—Young Boys' Society; Red, Yellow and Black.: [967, 585, 1090, 602]
- casualty-entry: PTE. WILLIAM CLIVE TURBOCK SMITH (No. 8/325); born in Otago in 1893; gardener. Next-of-kin, Mr. S. Smith, Chatton, Gore (father).: [571, 162, 704, 194]
- casualty-entry: PTE. ALFRED CHITTOCK WHITTAM (No. 12/808). Next-of-kin, Mrs. Whittam, Gilbert Street, Port Chalmers.: [422, 1205, 556, 1237]
- casualty-entry: FITTER ROBERT SAMUEL COX THOMPSON (No. 2/1299). Next-of-kin, Mr. Thompson, Whitaker Street, Petone.: [719, 1434, 850, 1466]
- casualty-entry: PTE. WILLIAM FIELD BOWIE (No. 6/1106). Next-of-kin, Mr. William Bowie, Woodlands, Christchurch (father).: [571, 775, 704, 806]
- casualty-entry: PTE. WILLIAM BAXTER (No. 8/340). Next-of-kin, Mr. William Baxter, Waiwera South.: [719, 588, 850, 612]
- casualty-entry: PTE. HORACE BRAITHWAITE (No. 8/310); born in Dunedin in 1892; clerk. Next-of-kin, Mr. Joseph Braithwaite, St. Clair, Dunedin (father).: [571, 131, 704, 162]
- casualty-entry: PTE. CHARLES STANLEY SHAW (No. 10/572). Next-of-kin, Mrs. W. B. Shaw, 69 Hawker Road, Wanganui.: [422, 959, 556, 984]
- casualty-entry: PTE. GEORGE WALLACE KIRK (No. 6/1159). Next-of-kin, Mr. W. H. Kirk, Glenmoore (father).: [719, 154, 850, 178]
- casualty-entry: LC.-CORPL. RICHARD TEWAITES (No. 6/1291). Next-of-kin, Mr. Tewaites, Bagdad, Haslemere, Surrey, England.: [422, 2004, 556, 2028]
